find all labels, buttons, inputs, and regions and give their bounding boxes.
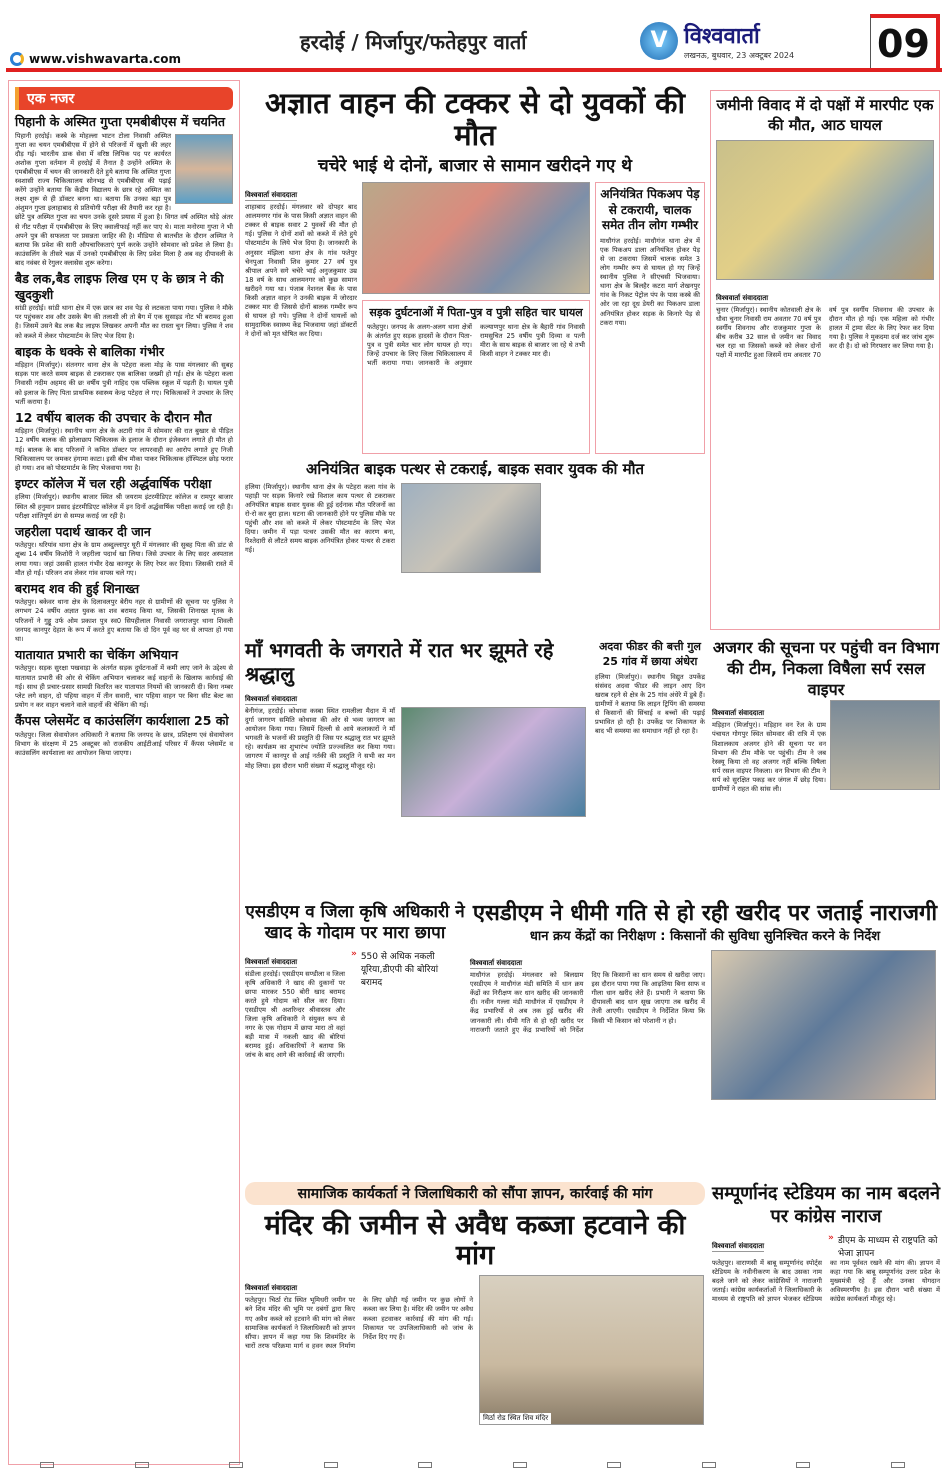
sdm-subheadline: धान क्रय केंद्रों का निरीक्षण : किसानों की सुविधा सुनिश्चित करने के निर्देश: [529, 929, 881, 945]
bike-body: हलिया (मिर्जापुर)। स्थानीय थाना क्षेत्र के पटेहरा कला गांव के पहाड़ी पर सड़क किनारे रखे विशाल काय पत्थर से टकराकर अनियंत्रित बाइक सवार युवक की हुई दर्दनाक मौत परिजनों का रो-रो कर बुरा हाल। घटना की जानकारी होने पर पुलिस मौके पर पहुंची और शव को कब्जे में लेकर पोस्टमार्टम के लिए भेज दिया। जमीन में पड़ा पत्थर उसकी मौत का कारण बना, रिश्तेदारी से लौटते समय बाइक अनियंत्रित होकर पत्थर से टकरा गई।: [245, 482, 395, 555]
lead-headline: अज्ञात वाहन की टक्कर से दो युवकों की मौत: [265, 86, 685, 152]
sdm-headline: एसडीएम ने धीमी गति से हो रही खरीद पर जताई नाराजगी: [472, 901, 938, 926]
story-body: पिहानी हरदोई। कस्बे के मोहल्ला भाटन टोला निवासी अस्मित गुप्ता का चयन एमबीबीएस में होने से परिजनों में खुशी की लहर दौड़ गई। भारतीय डाक सेवा में वरिष्ठ लिपिक पद पर कार्यरत अशोक गुप्ता वर्तमान में हरदोई में तैनात है उन्होंने अस्मित के एमबीबीएस में चयन की जानकारी देते हुये बताया कि अस्मित गुप्ता स्वशासी राज्य चिकित्सालय सोनभद्र से एमबीबीएस की पढ़ाई करेंगे उन्होंने बताया कि केंद्रीय विद्यालय के छात्र रहे अस्मित का लक्ष्य शुरू से ही डॉक्टर बनना था। बताया कि उनका बड़ा पुत्र अंशुमन गुप्ता इलाहाबाद से प्रतियोगी परीक्षा की तैयारी कर रहा है। छोटे पुत्र अस्मित गुप्ता का चयन उनके दूसरे प्रयास में हुआ है। विगत वर्ष अस्मित थोड़े अंतर से नीट परीक्षा में एमबीबीएस के लिए क्वालीफाई नहीं कर पाए थे। माता मनोरमा गुप्ता ने भी अपने पुत्र की सफलता पर प्रसन्नता जाहिर की है। मीडिया से बातचीत के दौरान अस्मित ने बताया कि प्रवेश की सारी औपचारिकताएं पूर्ण करके उन्होंने सोमवार को प्रवेश ले लिया है। काउंसलिंग के तीसरे चक्र में उनको एमबीबीएस के लिए प्रवेश मिला है अब वह दीपावली के बाद नवंबर से रेगुलर क्लासेस शुरू करेगा।: [15, 131, 233, 267]
quote-icon: »: [351, 948, 357, 959]
byline: विश्ववार्ता संवाददाता: [245, 695, 298, 703]
lead-body: शाहाबाद हरदोई। मंगलवार को दोपहर बाद आलमनगर गांव के पास किसी अज्ञात वाहन की टक्कर से बाइक सवार 2 युवकों की मौत हो गई। पुलिस ने दोनों शवों को कब्जे में लेते हुये पोस्टमार्टम के लिये भेज दिया है। जानकारी के अनुसार मंझिला थाना क्षेत्र के गांव फतेपुर चेनपुआ निवासी शिव कुमार 27 वर्ष पुत्र श्रीपाल अपने सगे चचेरे भाई अनुजकुमार उम्र 18 वर्ष के साथ आलमनगर को कुछ सामान खरीदने गया था। पंजाब नेशनल बैंक के पास किसी अज्ञात वाहन ने उनकी बाइक में जोरदार टक्कर मार दी जिससे दोनों बालक गम्भीर रूप से घायल हो गये। पुलिस ने दोनों घायलों को सामुदायिक स्वास्थ्य केंद्र भिजवाया जहां डॉक्टरों ने दोनों को मृत घोषित कर दिया।: [245, 203, 357, 339]
sdm-photo: [711, 950, 936, 1100]
python-headline: अजगर की सूचना पर पहुंची वन विभाग की टीम, निकला विषैला सर्प रसल वाइपर: [712, 638, 940, 699]
story-headline: जहरीला पदार्थ खाकर दी जान: [15, 523, 151, 539]
byline: विश्ववार्ता संवाददाता: [470, 959, 523, 968]
pickup-body: माधौगंज हरदोई। माधौगंज थाना क्षेत्र में एक पिकअप डाला अनियंत्रित होकर पेड़ से जा टकराया जिसमें चालक समेत 3 लोग गम्भीर रूप से घायल हो गए जिन्हें स्थानीय पुलिस ने सीएचसी भिजवाया। थाना क्षेत्र के बिलहैर कटरा मार्ग शेखनपुर गांव के निकट पेट्रोल पंप के पास कस्बे की ओर जा रहा दूध डेयरी का पिकअप डाला अनियंत्रित होकर सड़क के किनारे पेड़ से टकरा गया।: [600, 236, 700, 327]
browser-icon: [10, 52, 24, 66]
print-registration-marks: [0, 1462, 945, 1470]
story-body: मड़िहान (मिर्जापुर)। स्थानीय थाना क्षेत्र के अटारी गांव में सोमवार की रात बुखार से पीड़ित 12 वर्षीय बालक की झोलाछाप चिकित्सक के इलाज के दौरान इंजेक्शन लगाते ही मौत हो गई। बालक के बाद परिजनों ने कथित डॉक्टर पर लापरवाही का आरोप लगाते हुए निजी चिकित्सालय पर जमकर हंगामा काटा। इसी बीच मौका पाकर चिकित्सक हॉस्पिटल छोड़ फरार हो गया। शव को पोस्टमार्टम के लिए भेजवाया गया है।: [15, 427, 233, 472]
brand-name: विश्ववार्ता: [684, 24, 760, 49]
temple-column: [245, 1182, 705, 1425]
story-headline: पिहानी के अस्मित गुप्ता एमबीबीएस में चयनित: [15, 114, 226, 129]
lead-story: [245, 182, 705, 454]
fert-highlight: [351, 949, 461, 1061]
story-headline: 12 वर्षीय बालक की उपचार के दौरान मौत: [15, 409, 212, 425]
bike-photo: [401, 483, 541, 573]
logo-icon: V: [640, 22, 678, 60]
inset-story: [362, 300, 590, 454]
feeder-headline: अदवा फीडर की बत्ती गुल 25 गांव में छाया अंधेरा: [599, 640, 701, 668]
story-headline: कैंपस प्लेसमेंट व काउंसलिंग कार्यशाला 25 को: [15, 712, 229, 728]
inset-body: फतेहपुर। जनपद के अलग-अलग थाना क्षेत्रों के अंतर्गत हुए सड़क हादसों के दौरान पिता-पुत्र व पुत्री समेत चार लोग घायल हो गए। जिन्हें उपचार के लिए जिला चिकित्सालय में भर्ती कराया गया। जानकारी के अनुसार कल्याणपुर थाना क्षेत्र के बैहारी गांव निवासी रामसुचित 25 वर्षीय पुत्री दिव्या व पत्नी मीरा के साथ बाइक से बाजार जा रहे थे तभी किसी वाहन ने टक्कर मार दी।: [367, 323, 585, 368]
fert-body: संडीला हरदोई। एसडीएम सण्डीला व जिला कृषि अधिकारी ने खाद की दुकानों पर छापा मारकर 550 बोरी खाद बरामद करते हुये गोदाम को सील कर दिया। एसडीएम श्री अशरिन्दर श्रीवास्तव और जिला कृषि अधिकारी ने संयुक्त रूप से नगर के एक गोदाम में छापा मारा तो वहां बड़ी मात्रा में नकली खाद की बोरियां बरामद हुई। अधिकारियों ने बताया कि जांच के बाद आगे की कार्रवाई की जाएगी।: [245, 969, 345, 1060]
bike-story: [245, 460, 705, 573]
inset-headline: सड़क दुर्घटनाओं में पिता-पुत्र व पुत्री सहित चार घायल: [369, 306, 583, 320]
story-headline: इण्टर कॉलेज में चल रही अर्द्धवार्षिक परीक्षा: [15, 475, 212, 491]
stadium-highlight: [828, 1233, 938, 1259]
temple-headline: मंदिर की जमीन से अवैध कब्जा हटवाने की मांग: [264, 1210, 686, 1271]
website-url[interactable]: www.vishwavarta.com: [29, 52, 181, 66]
story-headline: बाइक के धक्के से बालिका गंभीर: [15, 343, 165, 359]
bike-headline: अनियंत्रित बाइक पत्थर से टकराई, बाइक सवार युवक की मौत: [305, 460, 645, 479]
story-body: फतेहपुर। सड़क सुरक्षा पखवाड़ा के अंतर्गत सड़क दुर्घटनाओं में कमी लाए जाने के उद्देश्य से यातायात प्रभारी की ओर से चेकिंग अभियान चलाकर कई वाहनों के खिलाफ कार्रवाई की गई। साथ ही प्रचार-प्रसार सामग्री वितरित कर यातायात नियमों की जानकारी दी। बिना नम्बर प्लेट लगे वाहन, दो पहिया वाहन में तीन सवारी, चार पहिया वाहन पर बिना सीट बेल्ट का प्रयोग न कर वाहन चलाने वाले वाहनों की चेकिंग की गई।: [15, 664, 233, 709]
story-headline: बैड लक,बैड लाइफ लिख एम ए के छात्र ने की खुदकुशी: [15, 271, 224, 302]
byline: विश्ववार्ता संवाददाता: [245, 957, 298, 966]
land-headline: जमीनी विवाद में दो पक्षों में मारपीट एक की मौत, आठ घायल: [716, 96, 934, 134]
byline: विश्ववार्ता संवाददाता: [712, 1241, 765, 1250]
feeder-body: हलिया (मिर्जापुर)। स्थानीय विद्युत उपकेंद्र संसंवद अदवा फीडर की लाइन आए दिन खराब रहने से क्षेत्र के 25 गांव अंधेरे में डूबे हैं। ग्रामीणों ने बताया कि लाइन ट्रिपिंग की समस्या से किसानों की सिंचाई व बच्चों की पढ़ाई प्रभावित हो रही है। उपकेंद्र पर शिकायत के बाद भी समस्या का समाधान नहीं हो रहा है।: [595, 672, 705, 736]
story-body: हलिया (मिर्जापुर)। स्थानीय बाजार स्थित श्री जयराम इंटरमीडिएट कॉलेज व रामपुर बाजार स्थित श्री हनुमान प्रसाद इंटरमीडिएट कॉलेज में इन दिनों अर्द्धवार्षिक परीक्षा कराई जा रही है। परीक्षा शांतिपूर्ण ढंग से सम्पन्न कराई जा रही है।: [15, 493, 233, 520]
highlight-text: 550 से अधिक नकली यूरिया,डीएपी की बोरियां बरामद: [360, 951, 439, 988]
jagran-story: [245, 638, 590, 817]
website-link[interactable]: [10, 52, 181, 66]
jagran-body: बेनीगंज, हरदोई। कोथावा कस्बा स्थित रामलीला मैदान में माँ दुर्गा जागरण समिति कोथावा की ओर से भव्य जागरण का आयोजन किया गया। जिसमें दिल्ली से आये कलाकारों ने माँ भगवती के भजनों की प्रस्तुति दी जिस पर श्रद्धालु रात भर झूमते रहे। कार्यक्रम का शुभारंभ ज्योति प्रज्ज्वलित कर किया गया। जागरण में कानपुर से आई नर्तकी की प्रस्तुति ने सभी का मन मोह लिया। इस दौरान भारी संख्या में श्रद्धालु मौजूद रहे।: [245, 707, 395, 770]
pickup-headline: अनियंत्रित पिकअप पेड़ से टकरायी, चालक समेत तीन लोग गम्भीर: [600, 187, 700, 233]
masthead-logo: [640, 20, 794, 61]
fert-headline: एसडीएम व जिला कृषि अधिकारी ने खाद के गोदाम पर मारा छापा: [245, 902, 465, 944]
snake-photo: [830, 700, 940, 790]
ek-nazar-column: [8, 80, 240, 1465]
student-photo: [175, 134, 233, 204]
highlight-text: डीएम के माध्यम से राष्ट्रपति को भेजा ज्ञापन: [837, 1235, 938, 1259]
stadium-headline: सम्पूर्णानंद स्टेडियम का नाम बदलने पर कांग्रेस नाराज: [712, 1183, 940, 1228]
byline: विश्ववार्ता संवाददाता: [245, 1284, 298, 1293]
fertilizer-story: [245, 902, 465, 1060]
quote-icon: »: [828, 1232, 834, 1243]
page-number: 09: [870, 14, 940, 70]
temple-photo: [479, 1275, 704, 1425]
lead-subheadline: चचेरे भाई थे दोनों, बाजार से सामान खरीदने गए थे: [317, 155, 633, 176]
temple-story: [245, 1275, 705, 1425]
story-headline: बरामद शव की हुई शिनाख्त: [15, 580, 140, 596]
jagran-photo: [401, 707, 586, 817]
story-body: फतेहपुर। बकेवर थाना क्षेत्र के दिलावलपुर बेरीय नहर से ग्रामीणों की सूचना पर पुलिस ने लगभग 24 वर्षीय अज्ञात युवक का शव बरामद किया था, जिसकी शिनाख्त मृतक के परिजनों ने गुड्डू उर्फ ओम प्रकाश पुत्र स्व0 सिपहीलाल निवासी जगराजपुर थाना शिवली जनपद कानपुर देहात के रूप में करते हुए बताया कि दो दिन पूर्व वह घर से लापता हो गया था।: [15, 598, 233, 643]
feeder-story: [595, 640, 705, 736]
center-top-column: [245, 88, 705, 573]
temple-body: फतेहपुर। चिर्ठा रोड स्थित भूमिधरी जमीन पर बने शिव मंदिर की भूमि पर दबंगों द्वारा किए गए अवैध कब्जे को हटवाने की मांग को लेकर सामाजिक कार्यकर्ता ने जिलाधिकारी को ज्ञापन सौंपा। ज्ञापन में कहा गया कि शिवमंदिर के चारों तरफ परिक्रमा मार्ग व हवन स्थल निर्माण के लिए छोड़ी गई जमीन पर कुछ लोगों ने कब्जा कर लिया है। मंदिर की जमीन पर अवैध कब्जा हटवाकर कार्रवाई की मांग की गई। शिकायत पर उपजिलाधिकारी को जांच के निर्देश दिए गए हैं।: [245, 1296, 473, 1350]
story-headline: यातायात प्रभारी का चेकिंग अभियान: [15, 646, 179, 662]
section-label: एक नजर: [15, 87, 233, 110]
byline: विश्ववार्ता संवाददाता: [716, 294, 769, 302]
story-body: सांडी हरदोई। सांडी थाना क्षेत्र में एक छात्र का शव पेड़ से लटकता पाया गया। पुलिस ने मौके पर पहुंचकर शव और उसके बैग की तलाशी ली तो बैग में एक सुसाइड नोट भी बरामद हुआ है। जिसमें उसने बैड लक बैड लाइफ लिखकर अपनी मौत का रास्ता चुन लिया। पुलिस ने शव को कब्जे में लेकर पोस्टमार्टम के लिए भेज दिया है।: [15, 304, 233, 340]
lead-photo: [362, 182, 590, 294]
pickup-story: [595, 182, 705, 454]
land-body: चुनार (मिर्जापुर)। स्थानीय कोतवाली क्षेत्र के धौवा चुनार निवासी राम अवतार 70 वर्ष पुत्र स्वर्गीय शिवनाथ और राजकुमार गुप्ता के बीच करीब 32 साल से जमीन का विवाद चल रहा था जिसको कब्जे को लेकर दोनों पक्षों में मारपीट हुआ जिसमें राम अवतार 70 वर्ष पुत्र स्वर्गीय शिवनाथ की उपचार के दौरान मौत हो गई। एक महिला को गंभीर हालत में ट्रामा सेंटर के लिए रेफर कर दिया गया है। पुलिस ने मुकदमा दर्ज कर जांच शुरू कर दी है। दो को गिरफ्तार कर लिया गया है।: [716, 306, 934, 360]
dateline: लखनऊ, बुधवार, 23 अक्टूबर 2024: [684, 51, 795, 60]
byline: विश्ववार्ता संवाददाता: [245, 191, 298, 200]
temple-banner: सामाजिक कार्यकर्ता ने जिलाधिकारी को सौंपा ज्ञापन, कार्रवाई की मांग: [245, 1182, 705, 1205]
story-body: मड़िहान (मिर्जापुर)। संतनगर थाना क्षेत्र के पटेहरा कला मोड़ के पास मंगलवार की सुबह सड़क पार करते समय बाइक से टकराकर एक बालिका जख्मी हो गई। क्षेत्र के पटेहरा कला निवासी नदीम अहमद की छः वर्षीय पुत्री नाहिद एक पब्लिक स्कूल में पढ़ती है। घायल पुत्री को इलाज के लिए पिता प्राथमिक स्वास्थ्य केन्द्र पटेहरा ले गए। चिकित्सकों ने उपचार के लिए भर्ती कराया है।: [15, 361, 233, 406]
land-photo: [716, 140, 934, 280]
python-story: [712, 638, 940, 794]
python-body: मड़िहान (मिर्जापुर)। मड़िहान वन रेंज के ग्राम पंचायत गोगपुर स्थित सोमवार की रात्रि में एक विशालकाय अजगर होने की सूचना पर वन विभाग की टीम मौके पर पहुंची। टीम ने जब रेस्क्यू किया तो वह अजगर नहीं बल्कि विषैला सर्प रसल वाइपर निकला। वन विभाग की टीम ने सर्प को सुरक्षित पकड़ कर जंगल में छोड़ दिया। ग्रामीणों ने राहत की सांस ली।: [712, 721, 826, 794]
photo-caption: मिर्ठा रोड स्थित शिव मंदिर: [480, 1413, 551, 1424]
header-divider: [6, 68, 942, 72]
sdm-body: माधौगंज हरदोई। मंगलवार को बिलग्राम एसडीएम ने माधौगंज मंडी समिति में धान क्रय केंद्रों का निरीक्षण कर धान खरीद की जानकारी दी। नवीन गल्ला मंडी माधौगंज में एसडीएम ने केंद्र प्रभारियों से अब तक हुई खरीद की जानकारी ली। धीमी गति से हो रही खरीद पर नाराजगी जताते हुए केंद्र प्रभारियों को निर्देश दिए कि किसानों का धान समय से खरीदा जाए। इस दौरान पाया गया कि आढ़तिया बिना साफ व गीला धान खरीद लेते हैं। प्रभारी ने बताया कि दीपावली बाद धान सूख जाएगा तब खरीद में तेजी आएगी। एसडीएम ने निर्देशित किया कि किसी भी किसान को परेशानी न हो।: [470, 971, 705, 1034]
jagran-headline: माँ भगवती के जगराते में रात भर झूमते रहे श्रद्धालु: [245, 638, 554, 686]
story-body: फतेहपुर। थरियांव थाना क्षेत्र के ग्राम अब्दुल्लापुर घूरी में मंगलवार की सुबह पिता की डांट से क्षुब्ध 14 वर्षीय किशोरी ने जहरीला पदार्थ खा लिया। जिसे उपचार के लिए सदर अस्पताल लाया गया। जहां उसकी हालत गंभीर देख कानपुर के लिए रेफर कर दिया। जिसकी रास्ते में मौत हो गई। परिजन शव लेकर गांव वापस चले गए।: [15, 541, 233, 577]
edition-title: हरदोई / मिर्जापुर/फतेहपुर वार्ता: [300, 30, 527, 54]
stadium-story: [712, 1182, 940, 1304]
byline: विश्ववार्ता संवाददाता: [712, 709, 765, 718]
land-dispute-story: [710, 90, 940, 630]
stadium-body: फतेहपुर। वाराणसी में बाबू सम्पूर्णानंद स्पोर्ट्स स्टेडियम के नवीनीकरण के बाद उसका नाम बदले जाने को लेकर कांग्रेसियों ने नाराजगी जताई। कांग्रेस कार्यकर्ताओं ने जिलाधिकारी के माध्यम से राष्ट्रपति को ज्ञापन भेजकर स्टेडियम का नाम पूर्ववत रखने की मांग की। ज्ञापन में कहा गया कि बाबू सम्पूर्णानंद उत्तर प्रदेश के मुख्यमंत्री रहे हैं और उनका योगदान अविस्मरणीय है। इस दौरान भारी संख्या में कांग्रेस कार्यकर्ता मौजूद रहे।: [712, 1258, 940, 1304]
story-body: फतेहपुर। जिला सेवायोजन अधिकारी ने बताया कि जनपद के छात्र, प्रशिक्षण एवं सेवायोजन विभाग के संरक्षण में 25 अक्टूबर को राजकीय आईटीआई परिसर में कैंपस प्लेसमेंट व काउंसलिंग कार्यशाला का आयोजन किया जाएगा।: [15, 730, 233, 757]
sdm-story: [470, 902, 940, 1100]
